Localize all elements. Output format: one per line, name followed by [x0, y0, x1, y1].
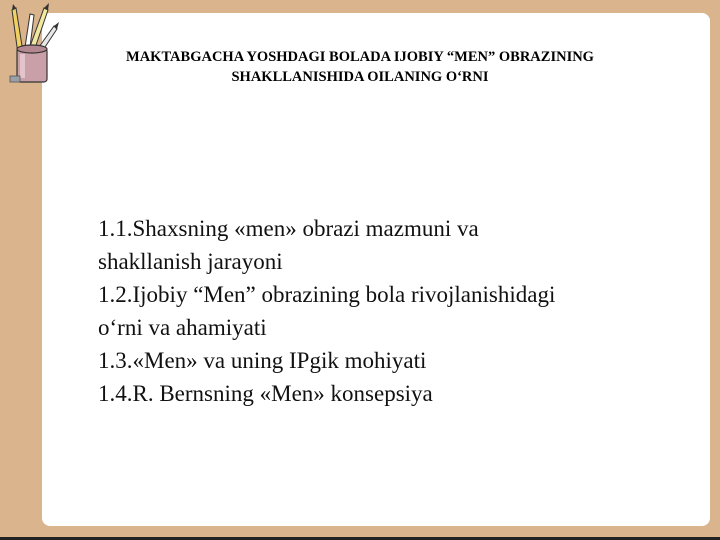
content-line: 1.4.R. Bernsning «Men» konsepsiya [98, 381, 433, 406]
slide-title [50, 47, 670, 87]
title-line-1: MAKTABGACHA YOSHDAGI BOLADA IJOBIY “MEN” OBRAZINING [126, 49, 594, 65]
content-line: oʻrni va ahamiyati [98, 315, 267, 340]
content-line: shakllanish jarayoni [98, 249, 283, 274]
content-line: 1.2.Ijobiy “Men” obrazining bola rivojlanishidagi [98, 282, 556, 307]
content-list [98, 212, 688, 410]
content-line: 1.1.Shaxsning «men» obrazi mazmuni va [98, 216, 479, 241]
title-line-2: SHAKLLANISHIDA OILANING O‘RNI [231, 69, 489, 85]
content-line: 1.3.«Men» va uning IPgik mohiyati [98, 348, 427, 373]
